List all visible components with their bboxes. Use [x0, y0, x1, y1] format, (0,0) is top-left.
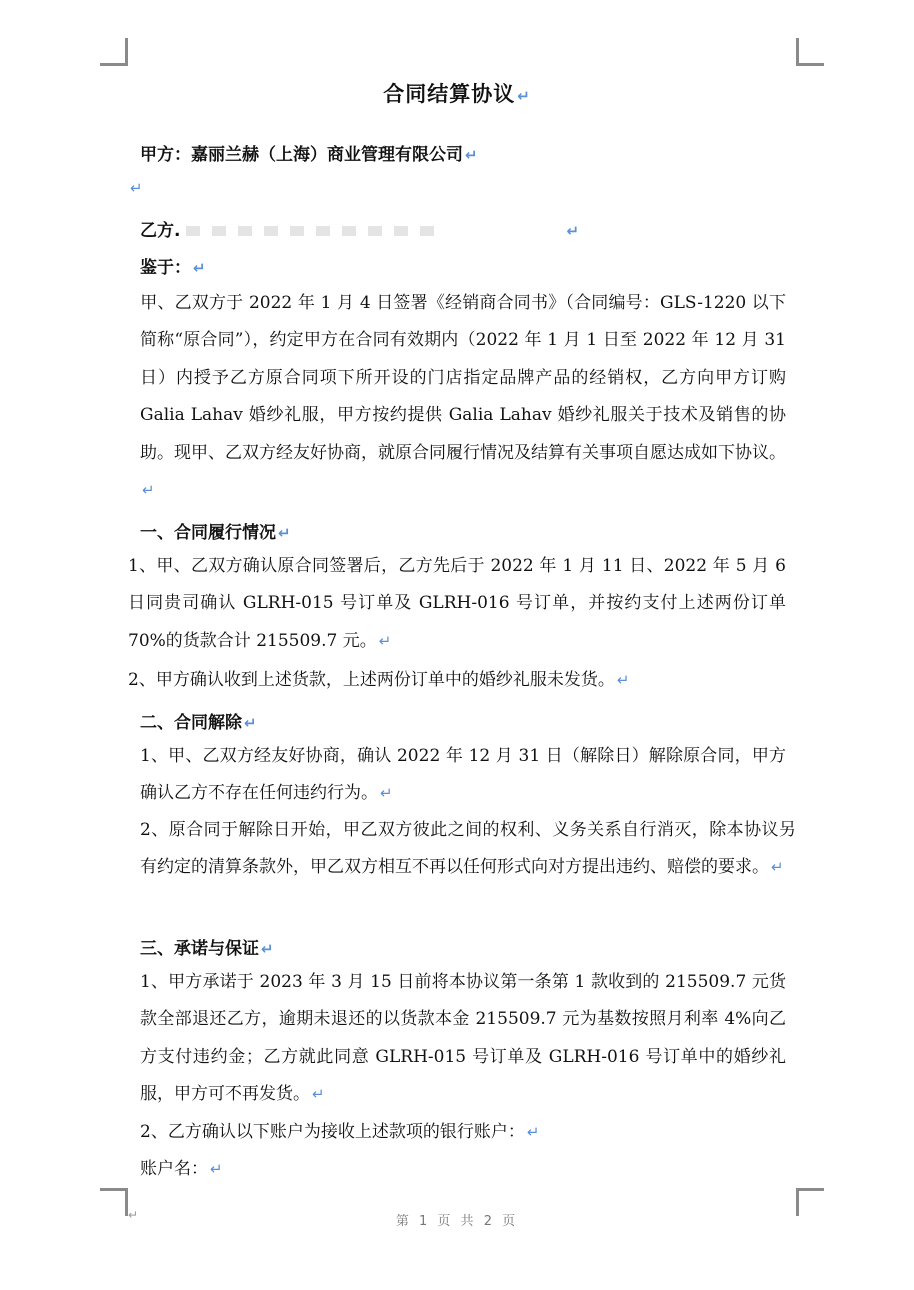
section-3-heading: 三、承诺与保证 ↵	[140, 939, 274, 959]
empty-paragraph-mark: ↵	[130, 179, 143, 197]
footer-paragraph-mark: ↵	[128, 1208, 139, 1222]
intro-paragraph: 甲、乙双方于 2022 年 1 月 4 日签署《经销商合同书》（合同编号：GLS-1220 以下简称“原合同”），约定甲方在合同有效期内（2022 年 1 月 1 日至 2022 年 12 月 31 日）内授予乙方原合同项下所开设的门店指定品牌产品的经销权，乙方向甲方订购 Galia Lahav 婚纱礼服，甲方按约提供 Galia Lahav 婚纱礼服关于技术及销售的协助。现甲、乙双方经友好协商，就原合同履行情况及结算有关事项自愿达成如下协议。↵	[140, 293, 786, 500]
section-2-clause-2: 2、原合同于解除日开始，甲乙双方彼此之间的权利、义务关系自行消灭，除本协议另有约定的清算条款外，甲乙双方相互不再以任何形式向对方提出违约、赔偿的要求。 ↵	[140, 820, 796, 878]
redacted-party-b-name	[186, 226, 446, 236]
party-a-line: 甲方：嘉丽兰赫（上海）商业管理有限公司 ↵	[140, 145, 478, 165]
document-title: 合同结算协议 ↵	[383, 82, 531, 106]
party-b-line: 乙方. ↵	[140, 221, 580, 241]
whereas-heading: 鉴于： ↵	[140, 258, 206, 278]
section-2-heading: 二、合同解除 ↵	[140, 713, 257, 733]
section-2-clause-1: 1、甲、乙双方经友好协商，确认 2022 年 12 月 31 日（解除日）解除原合同，甲方确认乙方不存在任何违约行为。 ↵	[140, 746, 786, 804]
section-1-heading: 一、合同履行情况 ↵	[140, 523, 291, 543]
section-3-clause-1: 1、甲方承诺于 2023 年 3 月 15 日前将本协议第一条第 1 款收到的 215509.7 元货款全部退还乙方，逾期未退还的以货款本金 215509.7 元为基数按照月利率 4%向乙方支付违约金；乙方就此同意 GLRH-015 号订单及 GLRH-016 号订单中的婚纱礼服，甲方可不再发货。 ↵	[140, 972, 786, 1105]
account-name-line: 账户名： ↵	[140, 1159, 223, 1179]
section-1-clause-2: 2、甲方确认收到上述货款，上述两份订单中的婚纱礼服未发货。 ↵	[128, 670, 630, 690]
section-3-clause-2: 2、乙方确认以下账户为接收上述款项的银行账户： ↵	[140, 1122, 540, 1142]
section-1-clause-1: 1、甲、乙双方确认原合同签署后，乙方先后于 2022 年 1 月 11 日、2022 年 5 月 6 日同贵司确认 GLRH-015 号订单及 GLRH-016 号订单，并按约支付上述两份订单 70%的货款合计 215509.7 元。 ↵	[128, 556, 786, 651]
page-number-footer: 第 1 页 共 2 页	[395, 1214, 519, 1229]
